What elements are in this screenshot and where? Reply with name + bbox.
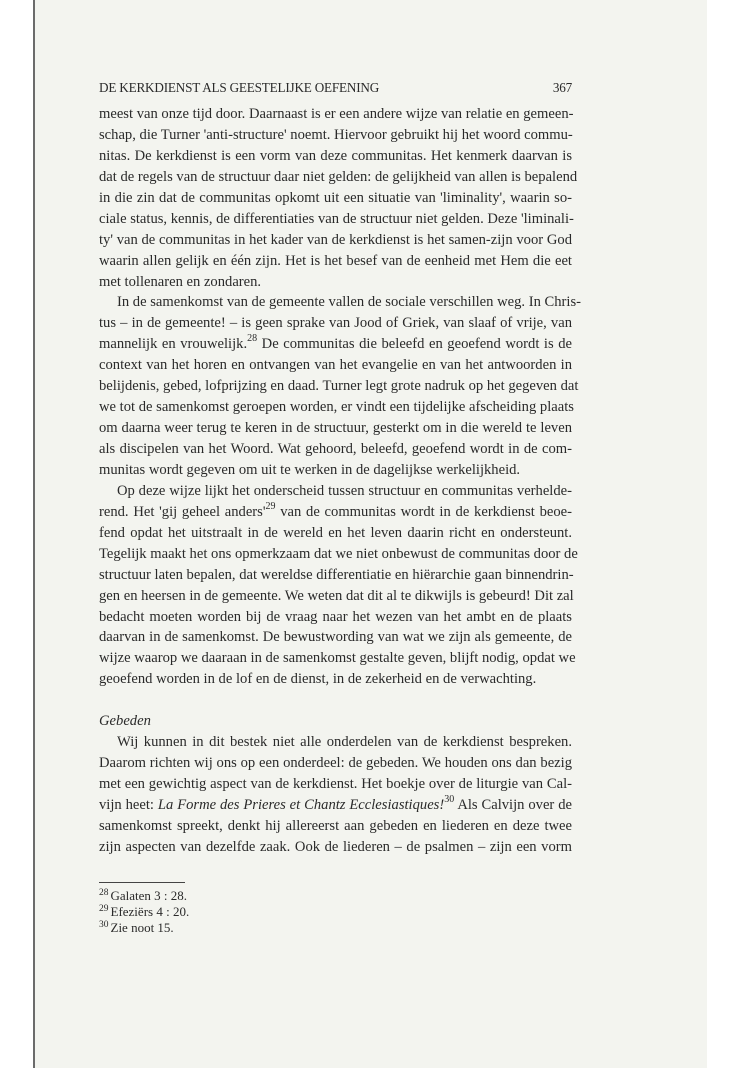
text-line <box>99 292 582 313</box>
text-segment: mannelijk en vrouwelijk. <box>99 336 248 353</box>
footnote-number: 30 <box>99 920 109 930</box>
text-segment: daarvan in de samenkomst. De bewustwording van wat we zijn als gemeente, de <box>99 629 572 646</box>
body-text <box>99 104 582 858</box>
text-line <box>99 648 576 669</box>
text-line <box>99 753 572 774</box>
footnote-number: 28 <box>99 888 109 898</box>
italic-text: La Forme des Prieres et Chantz Ecclesiastiques! <box>157 797 445 813</box>
text-segment: fend opdat het uitstraalt in de wereld en het leven daarin richt en ondersteunt. <box>99 524 572 541</box>
text-line <box>99 460 572 481</box>
text-segment: De communitas die beleefd en geoefend wordt is de <box>257 336 572 353</box>
text-segment: Daarom richten wij ons op een onderdeel: de gebeden. We houden ons dan bezig <box>99 755 572 772</box>
text-segment: schap, die Turner 'anti-structure' noemt. Hiervoor gebruikt hij het woord commu- <box>99 126 573 143</box>
text-line <box>99 376 579 397</box>
footnote-rule <box>99 882 185 883</box>
text-segment: van de communitas wordt in de kerkdienst beoe- <box>275 503 572 520</box>
text-segment: in die zin dat de communitas opkomt uit een situatie van 'liminality', waarin so- <box>99 189 572 206</box>
text-line <box>99 732 572 753</box>
text-line <box>99 502 572 523</box>
text-segment: wijze waarop we daaraan in de samenkomst gestalte geven, blijft nodig, opdat we <box>99 650 576 667</box>
text-segment: tus – in de gemeente! – is geen sprake van Jood of Griek, van slaaf of vrije, van <box>99 315 572 332</box>
text-line <box>99 334 572 355</box>
text-segment: we tot de samenkomst geroepen worden, er vindt een tijdelijke afscheiding plaats <box>99 399 574 416</box>
text-line <box>99 816 572 837</box>
text-segment: met een gewichtig aspect van de kerkdienst. Het boekje over de liturgie van Cal- <box>99 776 572 793</box>
text-segment: rend. Het 'gij geheel anders' <box>99 503 266 520</box>
text-segment: bedacht moeten worden bij de vraag naar het wezen van het ambt en de plaats <box>99 608 572 625</box>
text-segment: ty' van de communitas in het kader van de kerkdienst is het samen-zijn voor God <box>99 231 572 248</box>
footnote-text: Zie noot 15. <box>110 920 174 935</box>
footnote-ref: 28 <box>247 333 258 345</box>
text-line <box>99 523 572 544</box>
text-line <box>99 669 572 690</box>
running-header <box>99 80 572 96</box>
text-segment: geoefend worden in de lof en de dienst, in de zekerheid en de verwachting. <box>99 671 537 688</box>
footnote-ref: 29 <box>265 500 276 512</box>
text-line <box>99 565 572 586</box>
text-segment: belijdenis, gebed, lofprijzing en daad. Turner legt grote nadruk op het gegeven dat <box>99 378 579 395</box>
text-segment: Als Calvijn over de <box>454 797 572 813</box>
text-segment: om daarna weer terug te keren in de structuur, gesterkt om in die wereld te leven <box>99 420 572 437</box>
text-segment: waarin allen gelijk en één zijn. Het is het besef van de eenheid met Hem die eet <box>99 252 572 269</box>
text-line <box>99 774 572 795</box>
text-line <box>99 544 578 565</box>
text-segment: zijn aspecten van dezelfde zaak. Ook de liederen – de psalmen – zijn een vorm <box>99 838 572 855</box>
section-heading <box>99 711 572 732</box>
text-segment: gen en heersen in de gemeente. We weten dat dit al te dikwijls is gebeurd! Dit zal <box>99 587 574 604</box>
text-segment: Wij kunnen in dit bestek niet alle onderdelen van de kerkdienst bespreken. <box>117 734 572 751</box>
text-segment: meest van onze tijd door. Daarnaast is er een andere wijze van relatie en gemeen- <box>99 106 574 122</box>
text-line <box>99 481 572 502</box>
text-segment: vijn heet: <box>99 797 158 813</box>
running-title: DE KERKDIENST ALS GEESTELIJKE OEFENING <box>99 80 380 95</box>
text-line <box>99 607 572 628</box>
footnote-text: Efeziërs 4 : 20. <box>110 904 190 919</box>
text-segment: met tollenaren en zondaren. <box>99 273 262 290</box>
text-segment: In de samenkomst van de gemeente vallen de sociale verschillen weg. In Chris- <box>117 294 582 311</box>
text-segment: Tegelijk maakt het ons opmerkzaam dat we niet onbewust de communitas door de <box>99 545 578 562</box>
text-line <box>99 418 572 439</box>
text-line <box>99 251 572 272</box>
text-segment: Op deze wijze lijkt het onderscheid tussen structuur en communitas verhelde- <box>117 482 572 499</box>
text-segment: dat de regels van de structuur daar niet gelden: de gelijkheid van allen is bepalend <box>99 168 578 185</box>
text-segment: structuur laten bepalen, dat wereldse differentiatie en hiërarchie gaan binnendrin- <box>99 566 574 583</box>
text-line <box>99 104 572 125</box>
text-line <box>99 272 572 293</box>
footnote-number: 29 <box>99 904 109 914</box>
book-page <box>33 0 707 1068</box>
text-line <box>99 397 572 418</box>
footnote <box>99 904 189 920</box>
text-line <box>99 439 572 460</box>
footnote <box>99 888 189 904</box>
footnote-ref: 30 <box>444 794 455 805</box>
text-line <box>99 188 572 209</box>
text-segment: nitas. De kerkdienst is een vorm van deze communitas. Het kenmerk daarvan is <box>99 147 572 164</box>
text-line <box>99 167 578 188</box>
text-line <box>99 209 572 230</box>
footnote-text: Galaten 3 : 28. <box>110 888 188 903</box>
text-line <box>99 355 572 376</box>
page-number: 367 <box>552 80 572 95</box>
footnotes <box>99 888 189 936</box>
text-segment: munitas wordt gegeven om uit te werken in de dagelijkse werkelijkheid. <box>99 461 521 478</box>
footnote <box>99 920 189 936</box>
text-line <box>99 837 572 858</box>
text-segment: context van het horen en ontvangen van het evangelie en van het antwoorden in <box>99 357 572 374</box>
text-segment: als discipelen van het Woord. Wat gehoord, beleefd, geoefend wordt in de com- <box>99 441 572 457</box>
text-segment: samenkomst spreekt, denkt hij allereerst aan gebeden en liederen en deze twee <box>99 817 572 834</box>
text-line <box>99 586 572 607</box>
text-line <box>99 313 572 334</box>
text-line <box>99 230 572 251</box>
text-line <box>99 627 572 648</box>
text-line <box>99 795 572 816</box>
text-line <box>99 125 572 146</box>
text-segment: ciale status, kennis, de differentiaties van de structuur niet gelden. Deze 'liminali- <box>99 210 574 227</box>
text-line <box>99 146 572 167</box>
italic-text: Gebeden <box>99 713 151 730</box>
